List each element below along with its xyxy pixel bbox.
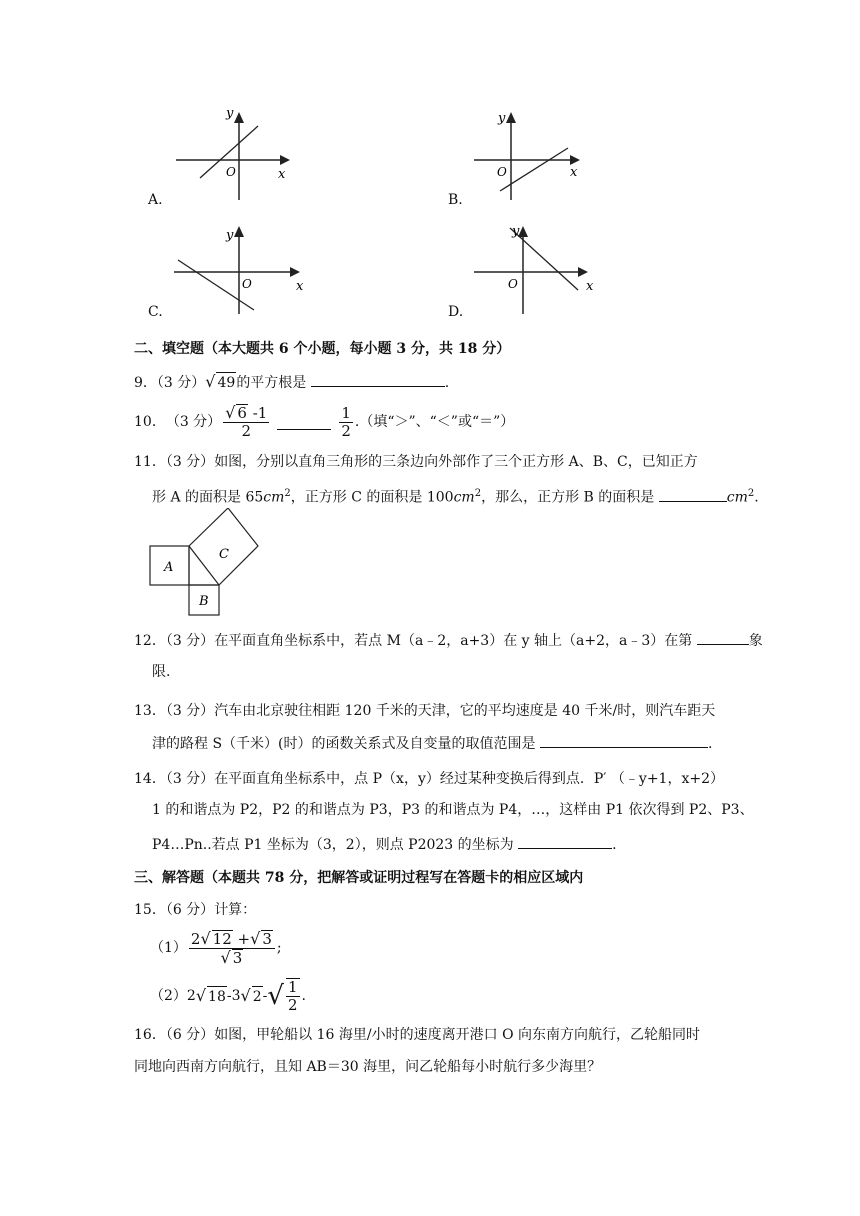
graph-d [470,222,600,314]
q15-p2-rad2: 2 [252,986,263,1007]
q11-sup-3: 2 [747,488,755,499]
square-b-label: B [199,594,209,609]
q11-line1: 如图，分别以直角三角形的三条边向外部作了三个正方形 A、B、C，已知正方 [214,454,698,470]
q9-text: 的平方根是 [236,375,307,391]
q15-p2-minus3: -3 [226,988,241,1004]
q15-p1-den-rad: 3 [232,948,243,967]
q15-p1-rad2: 3 [262,929,272,948]
q16-number: 16． [134,1027,166,1043]
q11-squares-figure [145,508,265,616]
q10-f2-num: 1 [341,403,351,422]
q14-answer-blank[interactable] [518,834,612,849]
question-13-line1 [134,701,715,721]
graph-a-label: A. [148,192,163,208]
q10-points: （3 分） [165,414,222,430]
question-16-line1 [134,1025,700,1045]
q13-points: （3 分） [165,703,215,719]
question-12-line1 [134,630,763,651]
graph-a-o: O [226,165,236,179]
q15-text: 计算： [214,902,257,918]
q9-end: . [444,375,450,391]
q10-number: 10． [134,414,166,430]
q15-part-1 [150,924,282,972]
sqrt-symbol: √ [205,372,216,391]
q11-unit-3: cm [726,489,748,506]
graph-b [470,108,600,200]
q12-line2: 限. [152,664,171,680]
graph-c-x: x [296,279,304,294]
graph-c-y: y [226,228,234,243]
q11-unit-1: cm [263,489,285,506]
square-a-label: A [164,560,174,575]
graph-d-label: D. [448,304,464,320]
q15-number: 15． [134,902,166,918]
q11-answer-blank[interactable] [659,487,727,502]
q11-line2-b: ，正方形 C 的面积是 100 [290,489,454,506]
question-13-line2 [152,733,712,754]
question-15 [134,900,256,920]
graph-d-y: y [512,224,520,239]
q10-fraction-right [339,405,353,440]
graph-c [170,222,310,314]
q10-f1-radicand: 6 [237,404,247,422]
q13-end: . [707,736,713,752]
graph-a-y: y [226,108,234,121]
q16-line1: 如图，甲轮船以 16 海里/小时的速度离开港口 O 向东南方向航行，乙轮船同时 [214,1027,700,1043]
question-9 [134,372,449,393]
q12-line1: 在平面直角坐标系中，若点 M（a﹣2，a+3）在 y 轴上（a+2，a﹣3）在第 [214,633,693,649]
q14-number: 14． [134,771,166,787]
q10-text: .（填“＞”、“＜”或“＝”） [354,414,515,430]
q14-line3: P4…Pn..若点 P1 坐标为（3，2），则点 P2023 的坐标为 [152,837,514,853]
q11-end: . [754,489,759,506]
q15-p2-minus: - [262,988,268,1004]
q11-number: 11． [134,454,166,470]
q14-end: . [612,837,617,853]
q14-line2: 1 的和谐点为 P2，P2 的和谐点为 P3，P3 的和谐点为 P4，…，这样由 P1 依次得到 P2、P3、 [152,802,754,818]
q10-f1-den: 2 [241,422,252,440]
q15-p1-rad1: 12 [212,929,232,948]
q14-points: （3 分） [165,771,215,787]
q11-unit-2: cm [453,489,475,506]
q11-sup-1: 2 [284,488,291,499]
q12-number: 12． [134,633,166,649]
q15-part-2: （2） 2 √ 18 -3 √ 2 - √ $\frac{1}{2}$ . [150,978,306,1014]
q15-p1-fraction: $\frac{2√ 12 +√ 3}{√ 3}$ [189,930,275,967]
graph-a [170,108,300,200]
graph-d-x: x [586,279,594,294]
q15-p2-rad1: 18 [207,986,227,1007]
section-3-title: 三、解答题（本题共 78 分，把解答或证明过程写在答题卡的相应区域内 [134,870,584,886]
q12-answer-blank[interactable] [697,630,749,645]
q13-line2: 津的路程 S（千米）(时）的函数关系式及自变量的取值范围是 [152,736,536,752]
q15-p2-fraction [286,978,300,1014]
q15-p1-label: （1） [150,940,187,956]
q13-line1: 汽车由北京驶往相距 120 千米的天津，它的平均速度是 40 千米/时，则汽车距天 [214,703,716,719]
q11-points: （3 分） [165,454,215,470]
q10-fraction-left: $\frac{√ 6 -1}{2}$ [225,403,268,440]
q10-answer-blank[interactable] [277,415,331,430]
q11-sup-2: 2 [474,488,482,499]
q15-points: （6 分） [165,902,215,918]
q15-p1-end: ; [276,940,282,956]
q16-points: （6 分） [165,1027,215,1043]
graph-b-y: y [498,111,506,126]
graph-c-label: C. [148,304,163,320]
q14-line1: 在平面直角坐标系中，点 P（x，y）经过某种变换后得到点．P′ （﹣y+1，x+2） [214,771,724,787]
q11-line2-a: 形 A 的面积是 65 [152,489,264,506]
graph-b-o: O [497,165,507,179]
q9-radicand: 49 [216,372,236,393]
q15-p2-label: （2） [150,988,187,1004]
q12-line1-end: 象 [748,633,763,649]
graph-c-o: O [242,277,252,291]
q15-p1-coef: 2 [190,929,201,948]
graph-b-x: x [570,165,578,180]
q9-number: 9． [134,375,157,391]
question-14-line1 [134,769,724,789]
graph-a-x: x [278,167,286,182]
q11-line2-c: ，那么，正方形 B 的面积是 [481,489,655,506]
square-c-label: C [219,547,229,562]
question-14-line3 [152,834,617,855]
q10-f2-den: 2 [341,421,351,440]
q15-p2-coef: 2 [186,988,196,1004]
question-10 [134,400,514,444]
q13-answer-blank[interactable] [540,733,708,748]
graph-b-label: B. [448,192,463,208]
section-2-title: 二、填空题（本大题共 6 个小题，每小题 3 分，共 18 分） [134,341,511,357]
q13-number: 13． [134,703,166,719]
q9-answer-blank[interactable] [311,372,445,387]
q15-p1-plus: + [232,929,251,948]
question-11-line2 [152,484,759,508]
question-11-line1 [134,452,698,472]
q9-points: （3 分） [156,375,206,391]
q10-f1-rest: -1 [247,404,268,422]
q15-p2-frac-den: 2 [287,996,298,1014]
q16-line2: 同地向西南方向航行，且知 AB＝30 海里，问乙轮船每小时航行多少海里？ [134,1059,602,1075]
q15-p2-end: . [301,988,306,1004]
q12-points: （3 分） [165,633,215,649]
graph-d-o: O [508,277,518,291]
q15-p2-frac-num: 1 [287,978,298,996]
